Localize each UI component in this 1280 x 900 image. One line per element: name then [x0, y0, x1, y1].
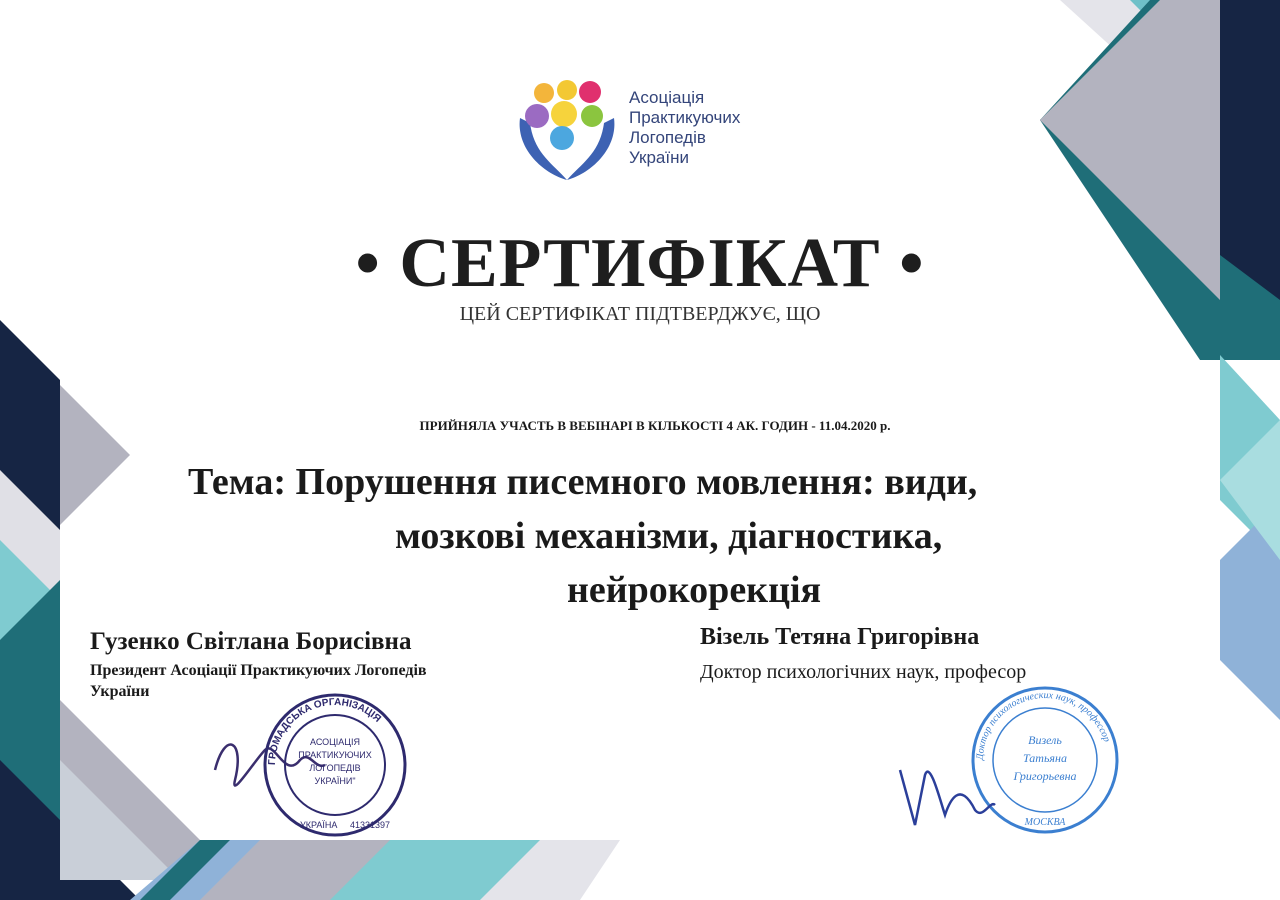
- stamp-code-text: 41331397: [350, 820, 391, 830]
- stamp-bottom-text: УКРАЇНА: [300, 820, 338, 830]
- logo-text-line: Практикуючих: [629, 108, 741, 127]
- signatory-name: Гузенко Світлана Борисівна: [90, 628, 412, 655]
- participation-text: ПРИЙНЯЛА УЧАСТЬ В ВЕБІНАРІ В КІЛЬКОСТІ 4 АК. ГОДИН - 11.04.2020 р.: [419, 418, 891, 433]
- signatory-role-line: Президент Асоціації Практикуючих Логопедів: [90, 662, 427, 679]
- topic-line: Тема: Порушення писемного мовлення: види,: [188, 461, 978, 503]
- logo-text-line: України: [629, 148, 689, 167]
- stamp-inner-text: ЛОГОПЕДІВ: [309, 763, 361, 773]
- stamp-seal-left: [205, 690, 415, 840]
- signatory-role: Доктор психологічних наук, професор: [700, 661, 1027, 683]
- frame-shape: [60, 385, 130, 525]
- stamp-inner-text: ПРАКТИКУЮЧИХ: [298, 750, 372, 760]
- logo-text-line: Асоціація: [629, 88, 705, 107]
- topic-line: мозкові механізми, діагностика,: [395, 515, 943, 557]
- topic-line: нейрокорекція: [567, 569, 822, 611]
- signatory-right: [700, 624, 1140, 684]
- stamp-seal-right: [895, 680, 1120, 840]
- signature-right: [900, 770, 995, 825]
- stamp-inner-text: Татьяна: [1023, 751, 1067, 765]
- stamp-inner-text: Григорьевна: [1013, 769, 1077, 783]
- association-logo: [512, 78, 782, 188]
- hands-bubbles-icon: [512, 78, 622, 188]
- stamp-outer-text: Доктор психологических наук, профессор: [974, 689, 1113, 761]
- webinar-topic: [150, 455, 1150, 617]
- stamp-inner-text: АСОЦІАЦІЯ: [310, 737, 360, 747]
- certificate-subtitle: ЦЕЙ СЕРТИФІКАТ ПІДТВЕРДЖУЄ, ЩО: [459, 303, 821, 325]
- stamp-inner-text: УКРАЇНИ": [314, 776, 356, 786]
- certificate-title: • СЕРТИФІКАТ •: [355, 225, 925, 302]
- logo-text-line: Логопедів: [629, 128, 706, 147]
- stamp-bottom-text: МОСКВА: [1024, 817, 1066, 828]
- signatory-name: Візель Тетяна Григорівна: [700, 624, 980, 650]
- signatory-role-line: України: [90, 683, 150, 700]
- stamp-inner-text: Визель: [1028, 733, 1062, 747]
- stamp-outer-text: ГРОМАДСЬКА ОРГАНІЗАЦІЯ: [266, 696, 383, 766]
